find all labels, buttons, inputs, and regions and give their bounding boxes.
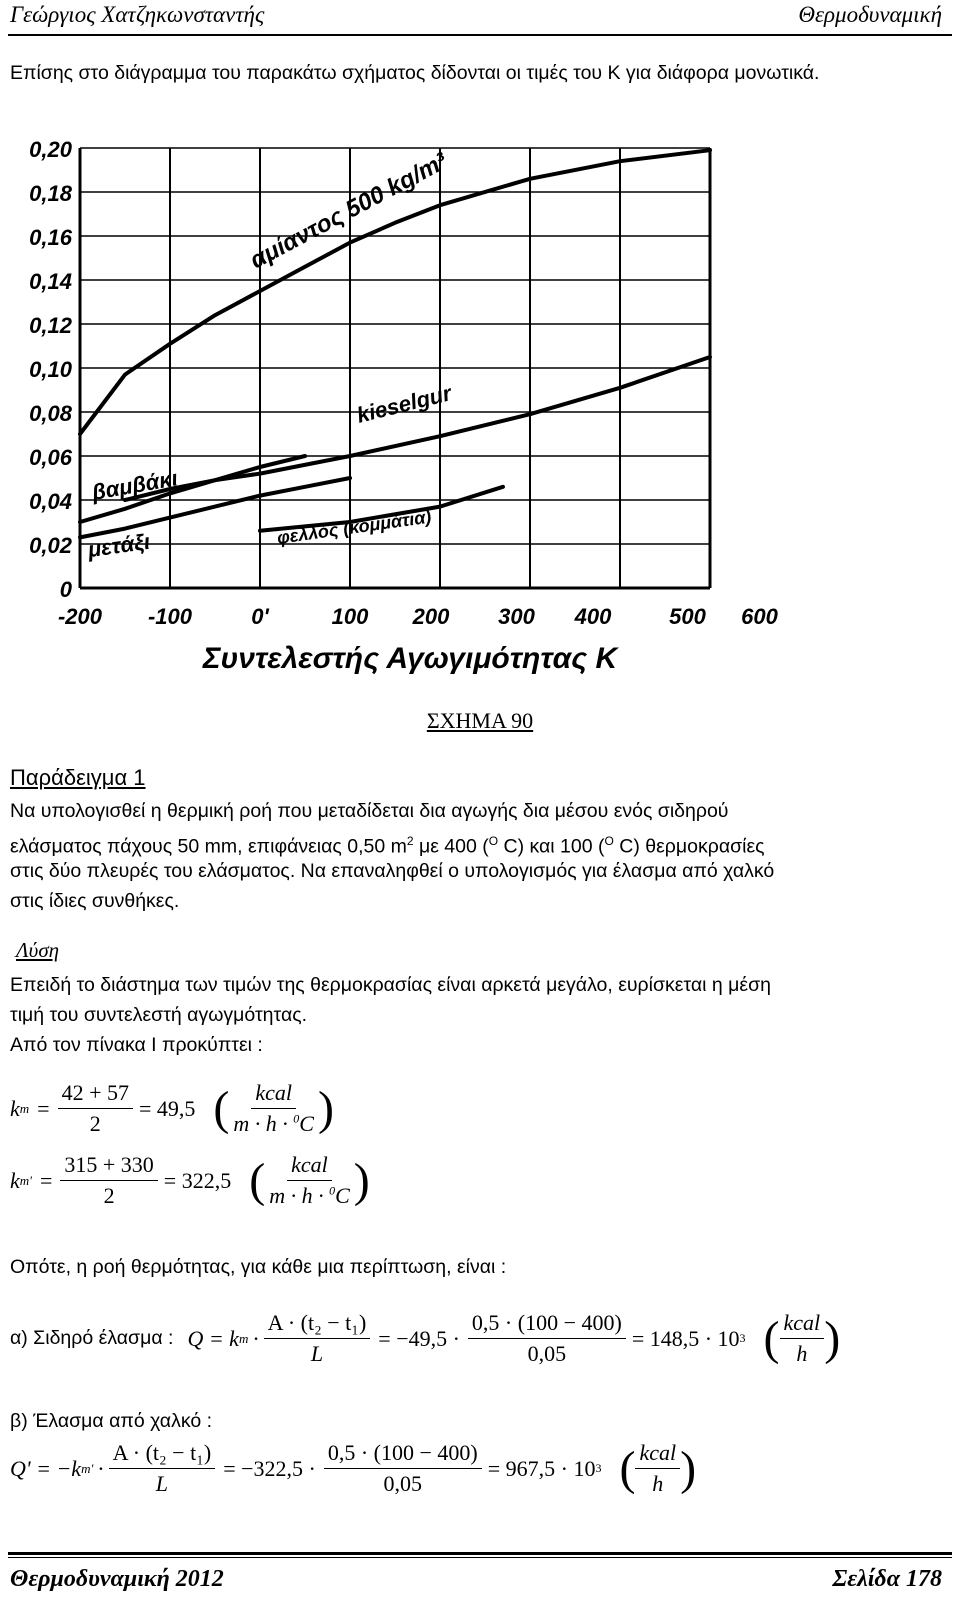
curve-label: αμίαντος 500 kg/m³	[245, 147, 452, 275]
chart-title: Συντελεστής Αγωγιμότητας Κ	[202, 642, 618, 675]
equation-copper: Q' = −k m' · $\frac{\text{A · (t₂ − t₁)}}{L}$ = −322,5 · $\frac{0,5 \cdot (100 - 400)}{0,05}$ = 967,5 · 10 3 ( $\frac{\text{kcal}}{h}$ )	[10, 1440, 697, 1496]
x-tick-label: -100	[147, 604, 193, 629]
x-tick-label: 200	[412, 604, 450, 629]
example-line-4: στις ίδιες συνθήκες.	[10, 890, 180, 912]
copper-label: β) Έλασμα από χαλκό :	[10, 1410, 213, 1432]
x-tick-labels	[58, 604, 779, 629]
y-tick-label: 0,16	[29, 225, 72, 250]
example-line-2: ελάσματος πάχους 50 mm, επιφάνειας 0,50 $m^2$ με 400 ($^O$ C) και 100 ($^O$ C) θερμοκρασίες	[10, 834, 765, 858]
example-title: Παράδειγμα 1	[10, 765, 146, 790]
y-tick-label: 0,04	[29, 489, 72, 514]
curve-label: φελλός (κομμάτια)	[275, 506, 433, 548]
curve	[125, 357, 710, 500]
x-tick-label: 300	[498, 604, 535, 629]
footer-left: Θερμοδυναμική 2012	[10, 1566, 224, 1592]
y-tick-label: 0,18	[29, 181, 72, 206]
footer-rule-thin	[8, 1557, 952, 1558]
footer-rule	[8, 1552, 952, 1555]
x-tick-label: 400	[574, 604, 612, 629]
equation-km: k m = $\frac{42 + 57}{2}$ = 49,5 ( $\frac{\text{kcal}}{m \cdot h \cdot ^0C}$ )	[10, 1080, 334, 1136]
y-tick-label: 0,08	[29, 401, 72, 426]
footer-right: Σελίδα 178	[832, 1566, 942, 1592]
y-tick-label: 0,06	[29, 445, 72, 470]
intro-paragraph: Επίσης στο διάγραμμα του παρακάτω σχήματος δίδονται οι τιμές του Κ για διάφορα μονωτικά.	[10, 62, 820, 84]
x-tick-label: -200	[57, 604, 103, 629]
solution-title: Λύση	[16, 938, 60, 962]
y-tick-label: 0,14	[29, 269, 72, 294]
figure-caption: ΣΧΗΜΑ 90	[426, 708, 534, 733]
example-line-1: Να υπολογισθεί η θερμική ροή που μεταδίδεται δια αγωγής δια μέσου ενός σιδηρού	[10, 800, 729, 822]
y-tick-label: 0,12	[29, 313, 72, 338]
header-author: Γεώργιος Χατζηκωνσταντής	[10, 2, 265, 27]
y-tick-label: 0,10	[29, 357, 72, 382]
y-tick-label: 0,20	[29, 137, 72, 162]
x-tick-label: 600	[741, 604, 778, 629]
curve-label: kieselgur	[354, 380, 454, 428]
y-tick-labels	[29, 137, 73, 602]
solution-line-3: Από τον πίνακα Ι προκύπτει :	[10, 1034, 263, 1056]
curve-label: μετάξι	[86, 528, 152, 563]
equation-km-prime: k m' = $\frac{315 + 330}{2}$ = 322,5 ( $\frac{\text{kcal}}{m \cdot h \cdot ^0C}$ )	[10, 1152, 370, 1208]
solution-line-2: τιμή του συντελεστή αγωγμότητας.	[10, 1004, 308, 1026]
header-subject: Θερμοδυναμική	[798, 2, 942, 27]
x-tick-label: 100	[331, 604, 369, 629]
y-tick-label: 0,02	[29, 533, 72, 558]
curve-label: βαμβάκι	[90, 465, 180, 505]
header-rule	[8, 34, 952, 36]
flow-intro: Οπότε, η ροή θερμότητας, για κάθε μια περίπτωση, είναι :	[10, 1256, 507, 1278]
x-tick-label: 500	[669, 604, 706, 629]
solution-line-1: Επειδή το διάστημα των τιμών της θερμοκρασίας είναι αρκετά μεγάλο, ευρίσκεται η μέση	[10, 974, 771, 996]
x-tick-label: 0'	[251, 604, 269, 629]
example-line-3: στις δύο πλευρές του ελάσματος. Να επαναληφθεί ο υπολογισμός για έλασμα από χαλκό	[10, 860, 775, 882]
conductivity-chart	[20, 130, 820, 690]
equation-iron: α) Σιδηρό έλασμα : Q = k m · $\frac{\text{A · (t₂ − t₁)}}{L}$ = −49,5 · $\frac{0,5 \cdot (100 - 400)}{0,05}$ = 148,5 · 10 3 ( $\frac{\text{kcal}}{h}$ )	[10, 1310, 841, 1366]
y-tick-label: 0	[59, 577, 72, 602]
